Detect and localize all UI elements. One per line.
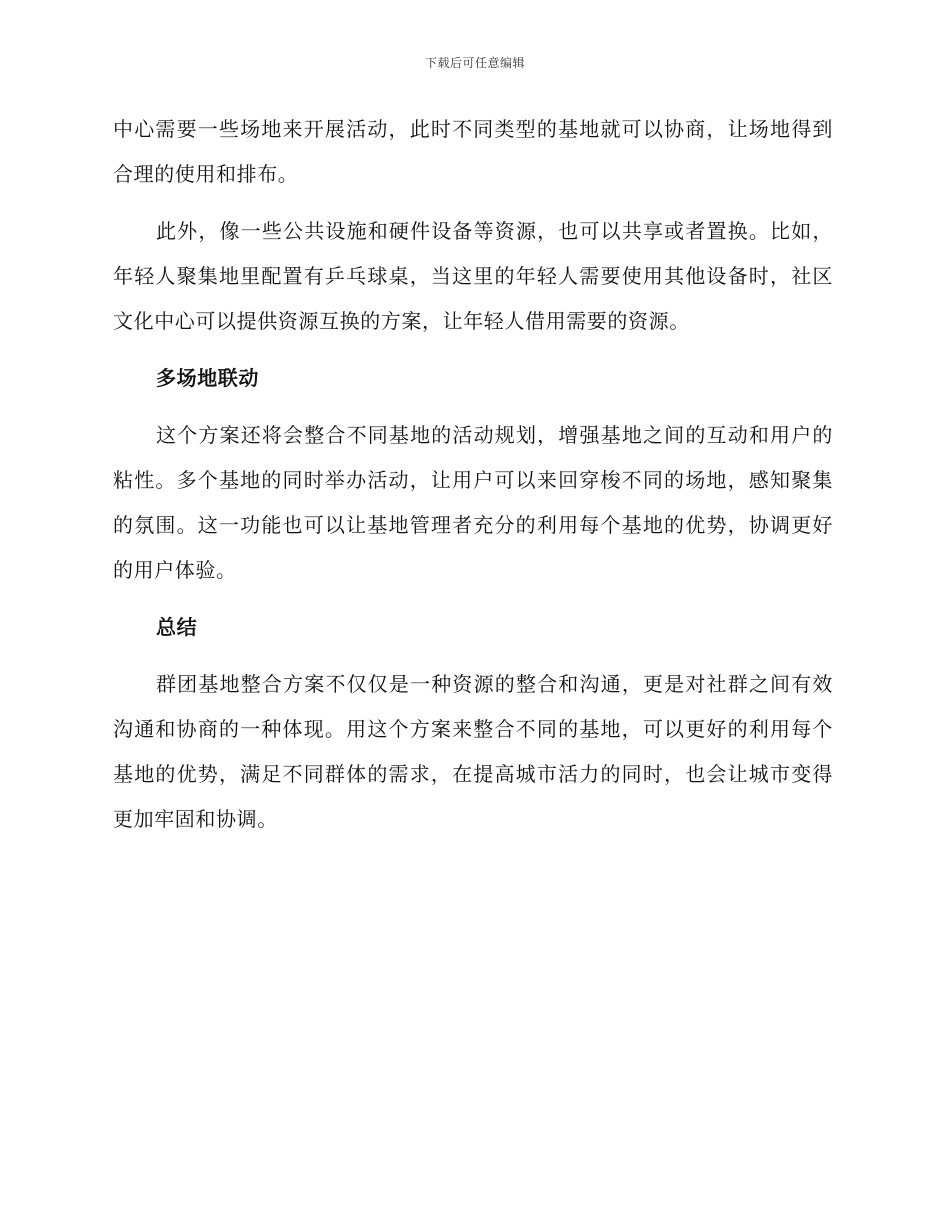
paragraph-resource-sharing: 此外，像一些公共设施和硬件设备等资源，也可以共享或者置换。比如，年轻人聚集地里配置有乒乓球桌，当这里的年轻人需要使用其他设备时，社区文化中心可以提供资源互换的方案，让年轻人借用需要的资源。 xyxy=(113,219,833,333)
paragraph-continued: 中心需要一些场地来开展活动，此时不同类型的基地就可以协商，让场地得到合理的使用和排布。 xyxy=(113,117,833,186)
section-heading-summary: 总结 xyxy=(156,615,198,639)
paragraph-multi-venue: 这个方案还将会整合不同基地的活动规划，增强基地之间的互动和用户的粘性。多个基地的同时举办活动，让用户可以来回穿梭不同的场地，感知聚集的氛围。这一功能也可以让基地管理者充分的利用每个基地的优势，协调更好的用户体验。 xyxy=(113,423,833,582)
paragraph-summary: 群团基地整合方案不仅仅是一种资源的整合和沟通，更是对社群之间有效沟通和协商的一种体现。用这个方案来整合不同的基地，可以更好的利用每个基地的优势，满足不同群体的需求，在提高城市活力的同时，也会让城市变得更加牢固和协调。 xyxy=(113,672,833,831)
header-note: 下载后可任意编辑 xyxy=(424,56,525,70)
document-body xyxy=(113,107,833,842)
section-heading-multi-venue: 多场地联动 xyxy=(156,366,259,390)
